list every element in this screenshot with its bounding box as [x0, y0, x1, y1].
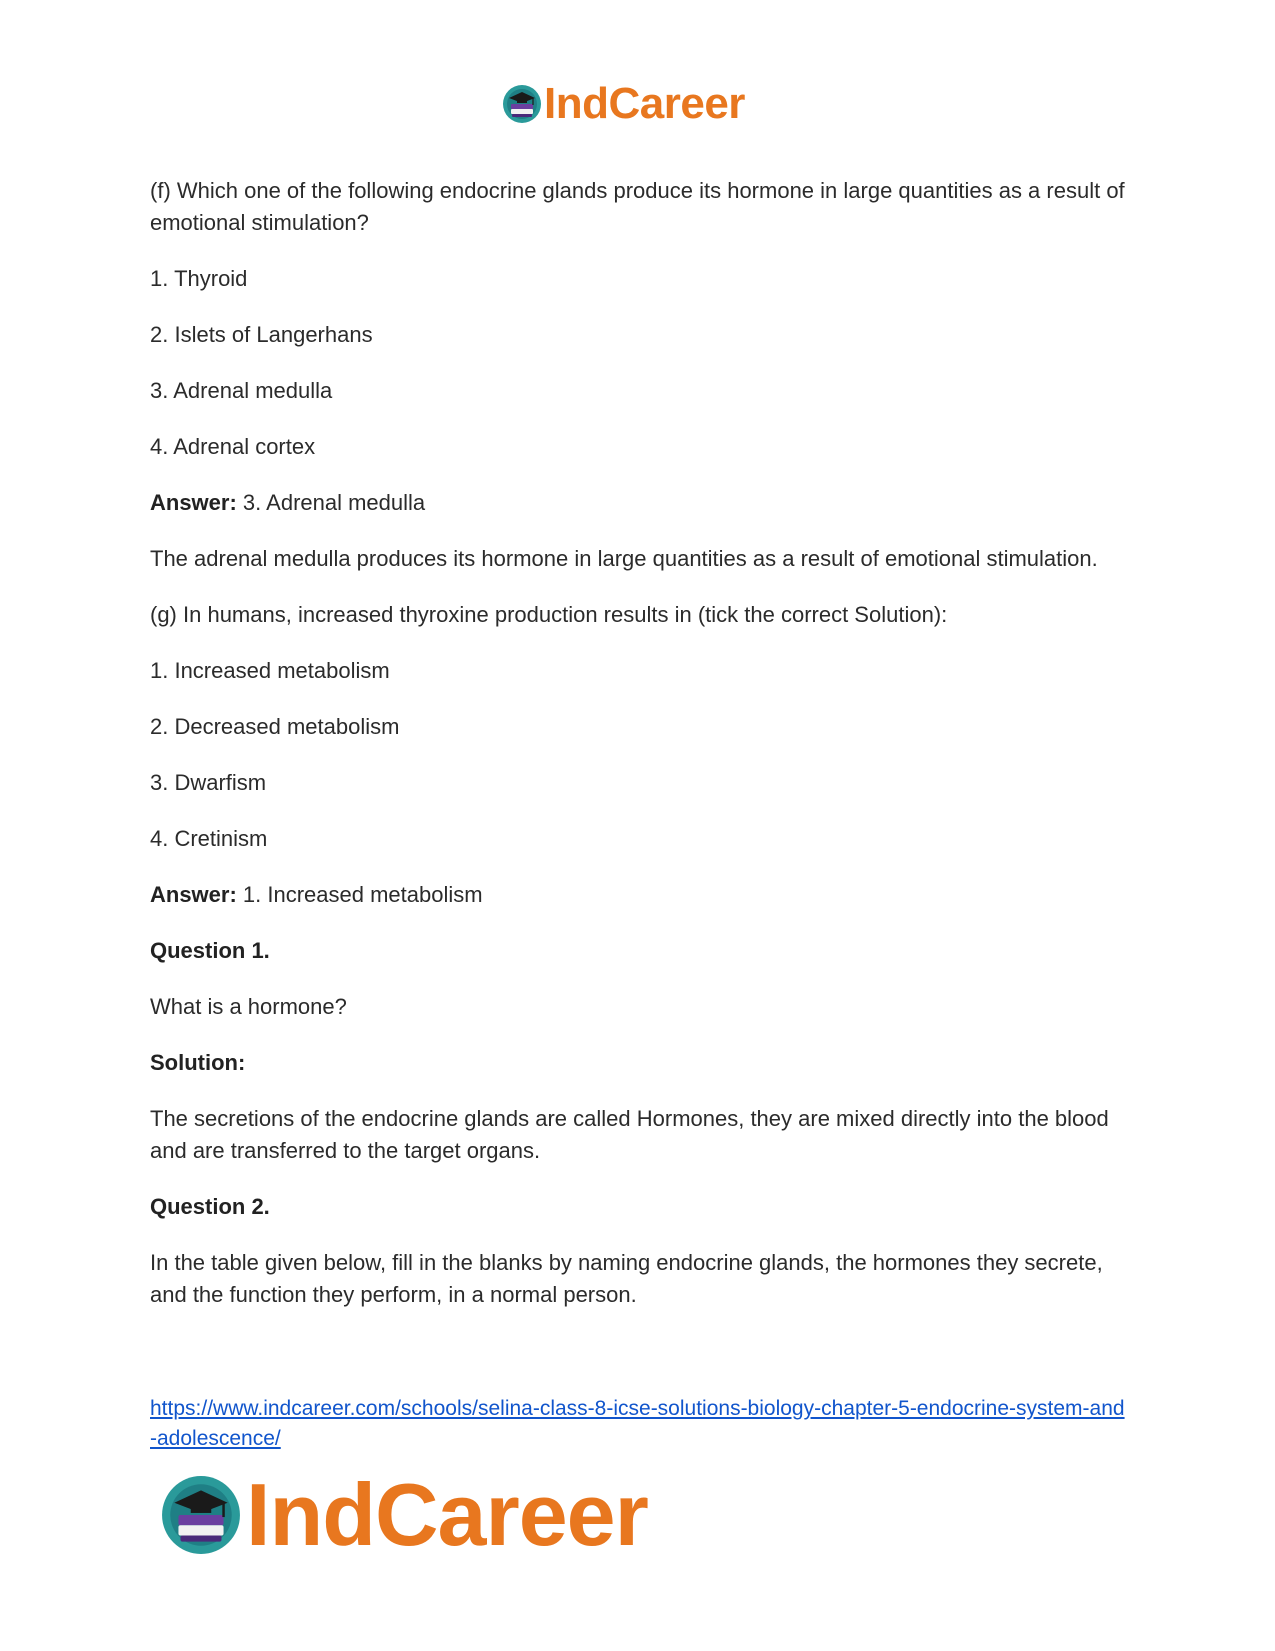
- document-body: [150, 175, 1130, 1335]
- answer-label: Answer:: [150, 490, 237, 515]
- option-g-4: 4. Cretinism: [150, 826, 268, 851]
- answer-label: Answer:: [150, 882, 237, 907]
- option-f-4: 4. Adrenal cortex: [150, 434, 316, 459]
- footer-logo: [160, 1466, 648, 1564]
- solution-1-text: The secretions of the endocrine glands are called Hormones, they are mixed directly into the blood and are transferred to the target organs.: [150, 1106, 1109, 1163]
- option-g-3: 3. Dwarfism: [150, 770, 267, 795]
- option-f-2: 2. Islets of Langerhans: [150, 322, 373, 347]
- answer-text: 3. Adrenal medulla: [236, 490, 426, 515]
- option-f-3: 3. Adrenal medulla: [150, 378, 333, 403]
- question-1-text: What is a hormone?: [150, 994, 347, 1019]
- question-1-heading: Question 1.: [150, 938, 270, 963]
- answer-f: [150, 487, 1130, 519]
- answer-g: [150, 879, 1130, 911]
- option-f-1: 1. Thyroid: [150, 266, 248, 291]
- header-logo: [502, 78, 745, 130]
- graduation-cap-books-icon: [502, 84, 542, 124]
- question-2-heading: Question 2.: [150, 1194, 270, 1219]
- question-g: (g) In humans, increased thyroxine production results in (tick the correct Solution):: [150, 602, 948, 627]
- question-2-text: In the table given below, fill in the blanks by naming endocrine glands, the hormones they secrete, and the function they perform, in a normal person.: [150, 1250, 1103, 1307]
- option-g-1: 1. Increased metabolism: [150, 658, 390, 683]
- header-logo-text: IndCareer: [544, 79, 745, 128]
- graduation-cap-books-icon: [160, 1474, 242, 1556]
- solution-1-label: Solution:: [150, 1050, 246, 1075]
- footer-source-link[interactable]: https://www.indcareer.com/schools/selina-class-8-icse-solutions-biology-chapter-5-endocrine-system-and-adolescence/: [150, 1397, 1125, 1450]
- question-f: (f) Which one of the following endocrine glands produce its hormone in large quantities as a result of emotional stimulation?: [150, 178, 1125, 235]
- option-g-2: 2. Decreased metabolism: [150, 714, 400, 739]
- explanation-f: The adrenal medulla produces its hormone in large quantities as a result of emotional stimulation.: [150, 546, 1098, 571]
- footer-logo-text: IndCareer: [246, 1465, 648, 1564]
- answer-text: 1. Increased metabolism: [236, 882, 483, 907]
